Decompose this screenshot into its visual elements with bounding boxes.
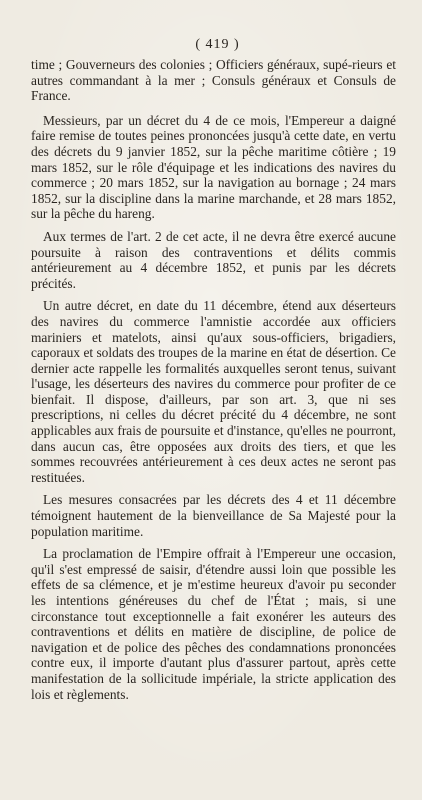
paragraph-address-continuation: time ; Gouverneurs des colonies ; Officiers généraux, supé-rieurs et autres commandant à la mer ; Consuls généraux et Consuls de France. [31, 57, 396, 104]
paragraph-proclamation: La proclamation de l'Empire offrait à l'Empereur une occasion, qu'il s'est empressé de saisir, d'étendre aussi loin que possible les effets de sa clémence, et je m'estime heureux d'avoir pu seconder les intentions généreuses du chef de l'État ; mais, si une circonstance tout exceptionnelle a fait exonérer les auteurs des contraventions et délits en matière de discipline, de police de navigation et de police des pêches des condamnations prononcées contre eux, il importe d'autant plus d'assurer partout, après cette manifestation de la sollicitude impériale, la stricte application des lois et règlements. [31, 546, 396, 702]
page-number: ( 419 ) [195, 37, 240, 52]
paragraph-article-2: Aux termes de l'art. 2 de cet acte, il ne devra être exercé aucune poursuite à raison des contraventions et délits commis antérieurement au 4 décembre 1852, et punis par les décrets précités. [31, 228, 396, 291]
paragraph-decree-remission: Messieurs, par un décret du 4 de ce mois, l'Empereur a daigné faire remise de toutes peines prononcées jusqu'à cette date, en vertu des décrets du 9 janvier 1852, sur la pêche maritime côtière ; 19 mars 1852, sur le rôle d'équipage et les indications des navires du commerce ; 20 mars 1852, sur la navigation au bornage ; 24 mars 1852, sur la discipline dans la marine marchande, et 28 mars 1852, sur la pêche du hareng. [31, 112, 396, 222]
paragraph-amnesty-deserters: Un autre décret, en date du 11 décembre, étend aux déserteurs des navires du commerce l'amnistie accordée aux officiers mariniers et matelots, ainsi qu'aux sous-officiers, brigadiers, caporaux et soldats des troupes de la marine en état de désertion. Ce dernier acte rappelle les formalités auxquelles seront tenus, suivant l'usage, les déserteurs des navires du commerce pour profiter de ce bienfait. Il dispose, d'ailleurs, par son art. 3, que ni ses prescriptions, ni celles du décret précité du 4 décembre, ne sont applicables aux frais de poursuite et d'instance, qu'elles ne pourront, dans aucun cas, être opposées aux droits des tiers, et que les sommes recouvrées antérieurement à ces deux actes ne seront pas restituées. [31, 298, 396, 485]
paragraph-measures: Les mesures consacrées par les décrets des 4 et 11 décembre témoignent hautement de la bienveillance de Sa Majesté pour la population maritime. [31, 492, 396, 539]
